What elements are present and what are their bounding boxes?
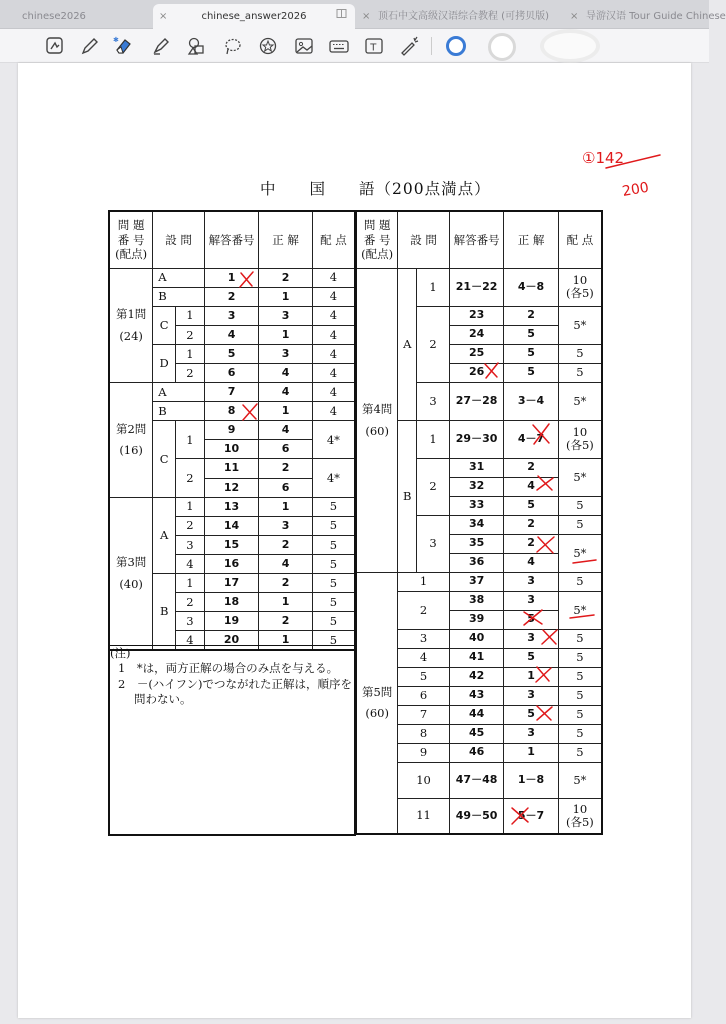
- subquestion-number: 1: [417, 420, 450, 458]
- answer-number: 42: [449, 667, 504, 686]
- correct-answer: 4: [259, 421, 312, 440]
- correct-answer: 5: [504, 344, 558, 363]
- points-cell: 5*: [558, 534, 602, 572]
- points-cell: 5: [558, 496, 602, 515]
- correct-answer: 4－8: [504, 268, 558, 306]
- header-subquestion: 設 問: [398, 211, 450, 268]
- answer-number: 12: [204, 478, 259, 497]
- subquestion-label: B: [398, 420, 417, 572]
- points-cell: 5: [558, 344, 602, 363]
- correct-answer: 3: [504, 572, 558, 591]
- close-icon[interactable]: ×: [570, 11, 579, 22]
- page-title: 中 国 語（200点満点）: [260, 180, 491, 198]
- subquestion-number: 5: [398, 667, 450, 686]
- correct-answer: 1: [259, 593, 312, 612]
- subquestion-label: B: [153, 287, 205, 306]
- answer-number: 41: [449, 648, 504, 667]
- correct-answer: 5: [504, 325, 558, 344]
- points-cell: 4: [312, 344, 355, 363]
- section-points: (16): [119, 443, 143, 458]
- note-2: 2 －(ハイフン)でつながれた正解は，順序を: [118, 677, 352, 691]
- correct-answer: 1: [259, 325, 312, 344]
- answer-number: 35: [449, 534, 504, 553]
- header-question: 問 題 番 号 (配点): [356, 211, 398, 268]
- tab-tour-guide[interactable]: [564, 4, 726, 29]
- correct-answer: 1: [259, 631, 312, 650]
- correct-answer: 2: [504, 515, 558, 534]
- correct-answer: 4: [504, 553, 558, 572]
- sticker-icon[interactable]: [257, 35, 279, 57]
- header-correct: 正 解: [259, 211, 312, 268]
- subquestion-label: D: [153, 344, 176, 382]
- points-cell: 5: [558, 667, 602, 686]
- subquestion-label: A: [153, 268, 205, 287]
- blue-color-swatch[interactable]: [446, 36, 466, 56]
- correct-answer: 3: [504, 591, 558, 610]
- correct-answer: 4: [504, 477, 558, 496]
- points-cell: 5: [558, 363, 602, 382]
- answer-number: 19: [204, 612, 259, 631]
- answer-number: 3: [204, 306, 259, 325]
- correct-answer: 2: [504, 458, 558, 477]
- answer-number: 10: [204, 440, 259, 459]
- answer-number: 44: [449, 705, 504, 724]
- points-cell: 5*: [558, 382, 602, 420]
- subquestion-number: 3: [398, 629, 450, 648]
- correct-answer: 1: [504, 743, 558, 762]
- answer-number: 18: [204, 593, 259, 612]
- correct-answer: 6: [259, 478, 312, 497]
- subquestion-number: 3: [417, 382, 450, 420]
- eraser-icon[interactable]: [112, 35, 134, 57]
- tab-bar: [0, 0, 726, 29]
- tab-textbook[interactable]: [356, 4, 564, 29]
- answer-number: 25: [449, 344, 504, 363]
- answer-number: 9: [204, 421, 259, 440]
- shapes-icon[interactable]: [186, 35, 208, 57]
- note-1: 1 *は，両方正解の場合のみ点を与える。: [118, 661, 339, 675]
- answer-number: 20: [204, 631, 259, 650]
- correct-answer: 2: [259, 612, 312, 631]
- subquestion-label: A: [398, 268, 417, 420]
- answer-number: 4: [204, 325, 259, 344]
- answer-number: 6: [204, 363, 259, 382]
- correct-answer: 3: [504, 724, 558, 743]
- answer-number: 16: [204, 554, 259, 573]
- answer-number: 14: [204, 516, 259, 535]
- points-cell: 10 (各5): [558, 798, 602, 834]
- correct-answer: 5: [504, 648, 558, 667]
- section-points: (24): [119, 328, 143, 343]
- subquestion-number: 2: [176, 325, 205, 344]
- points-cell: 5: [312, 631, 355, 650]
- subquestion-number: 1: [176, 306, 205, 325]
- points-cell: 5: [558, 629, 602, 648]
- image-icon[interactable]: [293, 35, 315, 57]
- answer-number: 43: [449, 686, 504, 705]
- gray-color-swatch[interactable]: [488, 33, 516, 61]
- correct-answer: 5－7: [504, 798, 558, 834]
- points-cell: 4: [312, 383, 355, 402]
- correct-answer: 3－4: [504, 382, 558, 420]
- answer-key-table-left: [108, 210, 356, 651]
- svg-text:T: T: [370, 42, 377, 54]
- points-cell: 5: [312, 612, 355, 631]
- answer-number: 7: [204, 383, 259, 402]
- section-points: (60): [365, 706, 389, 721]
- answer-number: 27－28: [449, 382, 504, 420]
- tab-label: 导游汉语 Tour Guide Chinese: [586, 11, 726, 22]
- answer-number: 31: [449, 458, 504, 477]
- notes-heading: (注): [110, 646, 131, 660]
- answer-number: 24: [449, 325, 504, 344]
- subquestion-number: 1: [176, 497, 205, 516]
- points-cell: 5: [558, 572, 602, 591]
- subquestion-number: 2: [417, 306, 450, 382]
- answer-number: 17: [204, 574, 259, 593]
- section-title: 第4問: [361, 401, 393, 416]
- light-color-swatch[interactable]: [540, 29, 600, 63]
- subquestion-label: A: [153, 497, 176, 573]
- header-points: 配 点: [558, 211, 602, 268]
- subquestion-number: 1: [176, 421, 205, 459]
- answer-number: 8: [204, 402, 259, 421]
- zoom-icon[interactable]: [44, 35, 66, 57]
- split-view-icon[interactable]: [336, 4, 347, 29]
- answer-number: 49－50: [449, 798, 504, 834]
- subquestion-number: 4: [176, 554, 205, 573]
- answer-number: 13: [204, 497, 259, 516]
- points-cell: 5: [558, 724, 602, 743]
- text-box-icon[interactable]: [363, 35, 385, 57]
- subquestion-number: 2: [176, 516, 205, 535]
- section-title: 第1問: [115, 307, 147, 322]
- answer-number: 33: [449, 496, 504, 515]
- subquestion-number: 1: [417, 268, 450, 306]
- points-cell: 4: [312, 268, 355, 287]
- points-cell: 4: [312, 402, 355, 421]
- svg-text:✱: ✱: [113, 36, 119, 44]
- points-cell: 5*: [558, 762, 602, 798]
- points-cell: 5: [312, 593, 355, 612]
- correct-answer: 1: [259, 402, 312, 421]
- correct-answer: 1: [504, 667, 558, 686]
- correct-answer: 2: [259, 459, 312, 478]
- section-label: [109, 383, 153, 498]
- answer-number: 46: [449, 743, 504, 762]
- correct-answer: 4: [259, 554, 312, 573]
- answer-number: 40: [449, 629, 504, 648]
- points-cell: 10 (各5): [558, 420, 602, 458]
- tab-label: chinese_answer2026: [201, 11, 307, 22]
- points-cell: 5: [312, 516, 355, 535]
- lasso-icon[interactable]: [222, 35, 244, 57]
- correct-answer: 1: [259, 497, 312, 516]
- answer-number: 37: [449, 572, 504, 591]
- points-cell: 4: [312, 287, 355, 306]
- header-answer-number: 解答番号: [204, 211, 259, 268]
- answer-number: 45: [449, 724, 504, 743]
- subquestion-number: 1: [398, 572, 450, 591]
- points-cell: 4: [312, 306, 355, 325]
- correct-answer: 4－7: [504, 420, 558, 458]
- subquestion-number: 2: [417, 458, 450, 515]
- answer-row: [356, 572, 602, 591]
- answer-row: [109, 497, 355, 516]
- correct-answer: 2: [259, 535, 312, 554]
- answer-number: 11: [204, 459, 259, 478]
- points-cell: 4*: [312, 459, 355, 497]
- correct-answer: 6: [259, 440, 312, 459]
- points-cell: 5: [312, 554, 355, 573]
- points-cell: 4: [312, 325, 355, 344]
- correct-answer: 3: [504, 629, 558, 648]
- answer-number: 15: [204, 535, 259, 554]
- answer-number: 29－30: [449, 420, 504, 458]
- subquestion-number: 3: [176, 535, 205, 554]
- answer-row: [109, 383, 355, 402]
- tab-chinese2026[interactable]: [0, 4, 152, 29]
- close-icon[interactable]: ×: [362, 11, 371, 22]
- answer-number: 5: [204, 344, 259, 363]
- tab-chinese-answer2026[interactable]: [153, 4, 355, 29]
- section-label: [356, 572, 398, 834]
- subquestion-label: B: [153, 574, 176, 650]
- subquestion-number: 3: [176, 612, 205, 631]
- points-cell: 5: [558, 705, 602, 724]
- correct-answer: 3: [259, 516, 312, 535]
- subquestion-label: B: [153, 402, 205, 421]
- subquestion-label: A: [153, 383, 205, 402]
- section-points: (40): [119, 576, 143, 591]
- highlighter-icon[interactable]: [150, 35, 172, 57]
- header-answer-number: 解答番号: [449, 211, 504, 268]
- note-2-continued: 問わない。: [134, 692, 192, 706]
- answer-number: 1: [204, 268, 259, 287]
- section-label: [109, 497, 153, 650]
- subquestion-number: 6: [398, 686, 450, 705]
- annotation-toolbar: [0, 29, 709, 63]
- answer-number: 38: [449, 591, 504, 610]
- keyboard-icon[interactable]: [328, 35, 350, 57]
- subquestion-number: 2: [176, 593, 205, 612]
- points-cell: 5: [312, 497, 355, 516]
- subquestion-number: 11: [398, 798, 450, 834]
- header-question: 問 題 番 号 (配点): [109, 211, 153, 268]
- correct-answer: 2: [259, 268, 312, 287]
- correct-answer: 2: [504, 534, 558, 553]
- correct-answer: 5: [504, 363, 558, 382]
- points-cell: 5: [312, 535, 355, 554]
- section-label: [109, 268, 153, 383]
- correct-answer: 4: [259, 383, 312, 402]
- points-cell: 5*: [558, 591, 602, 629]
- subquestion-number: 7: [398, 705, 450, 724]
- section-title: 第5問: [361, 684, 393, 699]
- tab-label: 顶石中文高级汉语综合教程 (可拷贝版): [378, 11, 549, 22]
- notes-frame: [108, 645, 356, 836]
- header-points: 配 点: [312, 211, 355, 268]
- correct-answer: 1－8: [504, 762, 558, 798]
- tab-label: chinese2026: [22, 11, 86, 22]
- laser-pointer-icon[interactable]: [398, 35, 420, 57]
- subquestion-label: C: [153, 306, 176, 344]
- subquestion-number: 2: [176, 459, 205, 497]
- subquestion-number: 4: [176, 631, 205, 650]
- points-cell: 10 (各5): [558, 268, 602, 306]
- correct-answer: 3: [259, 306, 312, 325]
- total-text: 200: [621, 179, 651, 200]
- score-text: ①142: [582, 149, 625, 167]
- points-cell: 5: [558, 515, 602, 534]
- points-cell: 5: [558, 743, 602, 762]
- answer-number: 39: [449, 610, 504, 629]
- answer-row: [109, 268, 355, 287]
- points-cell: 4: [312, 363, 355, 382]
- points-cell: 4*: [312, 421, 355, 459]
- subquestion-number: 2: [398, 591, 450, 629]
- header-subquestion: 設 問: [153, 211, 205, 268]
- subquestion-number: 1: [176, 574, 205, 593]
- section-title: 第2問: [115, 421, 147, 436]
- correct-answer: 5: [504, 496, 558, 515]
- answer-number: 36: [449, 553, 504, 572]
- correct-answer: 5: [504, 705, 558, 724]
- answer-number: 2: [204, 287, 259, 306]
- correct-answer: 3: [504, 686, 558, 705]
- points-cell: 5: [312, 574, 355, 593]
- correct-answer: 1: [259, 287, 312, 306]
- answer-key-table-right: [355, 210, 603, 835]
- toolbar-divider: [431, 37, 432, 55]
- correct-answer: 2: [259, 574, 312, 593]
- answer-number: 26: [449, 363, 504, 382]
- points-cell: 5: [558, 686, 602, 705]
- pen-icon[interactable]: [79, 35, 101, 57]
- section-label: [356, 268, 398, 572]
- correct-answer: 5: [504, 610, 558, 629]
- points-cell: 5*: [558, 306, 602, 344]
- answer-row: [356, 268, 602, 306]
- subquestion-number: 9: [398, 743, 450, 762]
- answer-number: 34: [449, 515, 504, 534]
- section-points: (60): [365, 423, 389, 438]
- answer-number: 21－22: [449, 268, 504, 306]
- header-correct: 正 解: [504, 211, 558, 268]
- answer-number: 32: [449, 477, 504, 496]
- subquestion-number: 8: [398, 724, 450, 743]
- points-cell: 5*: [558, 458, 602, 496]
- points-cell: 5: [558, 648, 602, 667]
- subquestion-number: 10: [398, 762, 450, 798]
- close-icon[interactable]: ×: [159, 11, 168, 22]
- correct-answer: 3: [259, 344, 312, 363]
- subquestion-number: 2: [176, 363, 205, 382]
- subquestion-label: C: [153, 421, 176, 497]
- answer-number: 47－48: [449, 762, 504, 798]
- subquestion-number: 1: [176, 344, 205, 363]
- correct-answer: 2: [504, 306, 558, 325]
- section-title: 第3問: [115, 555, 147, 570]
- subquestion-number: 3: [417, 515, 450, 572]
- correct-answer: 4: [259, 363, 312, 382]
- subquestion-number: 4: [398, 648, 450, 667]
- answer-number: 23: [449, 306, 504, 325]
